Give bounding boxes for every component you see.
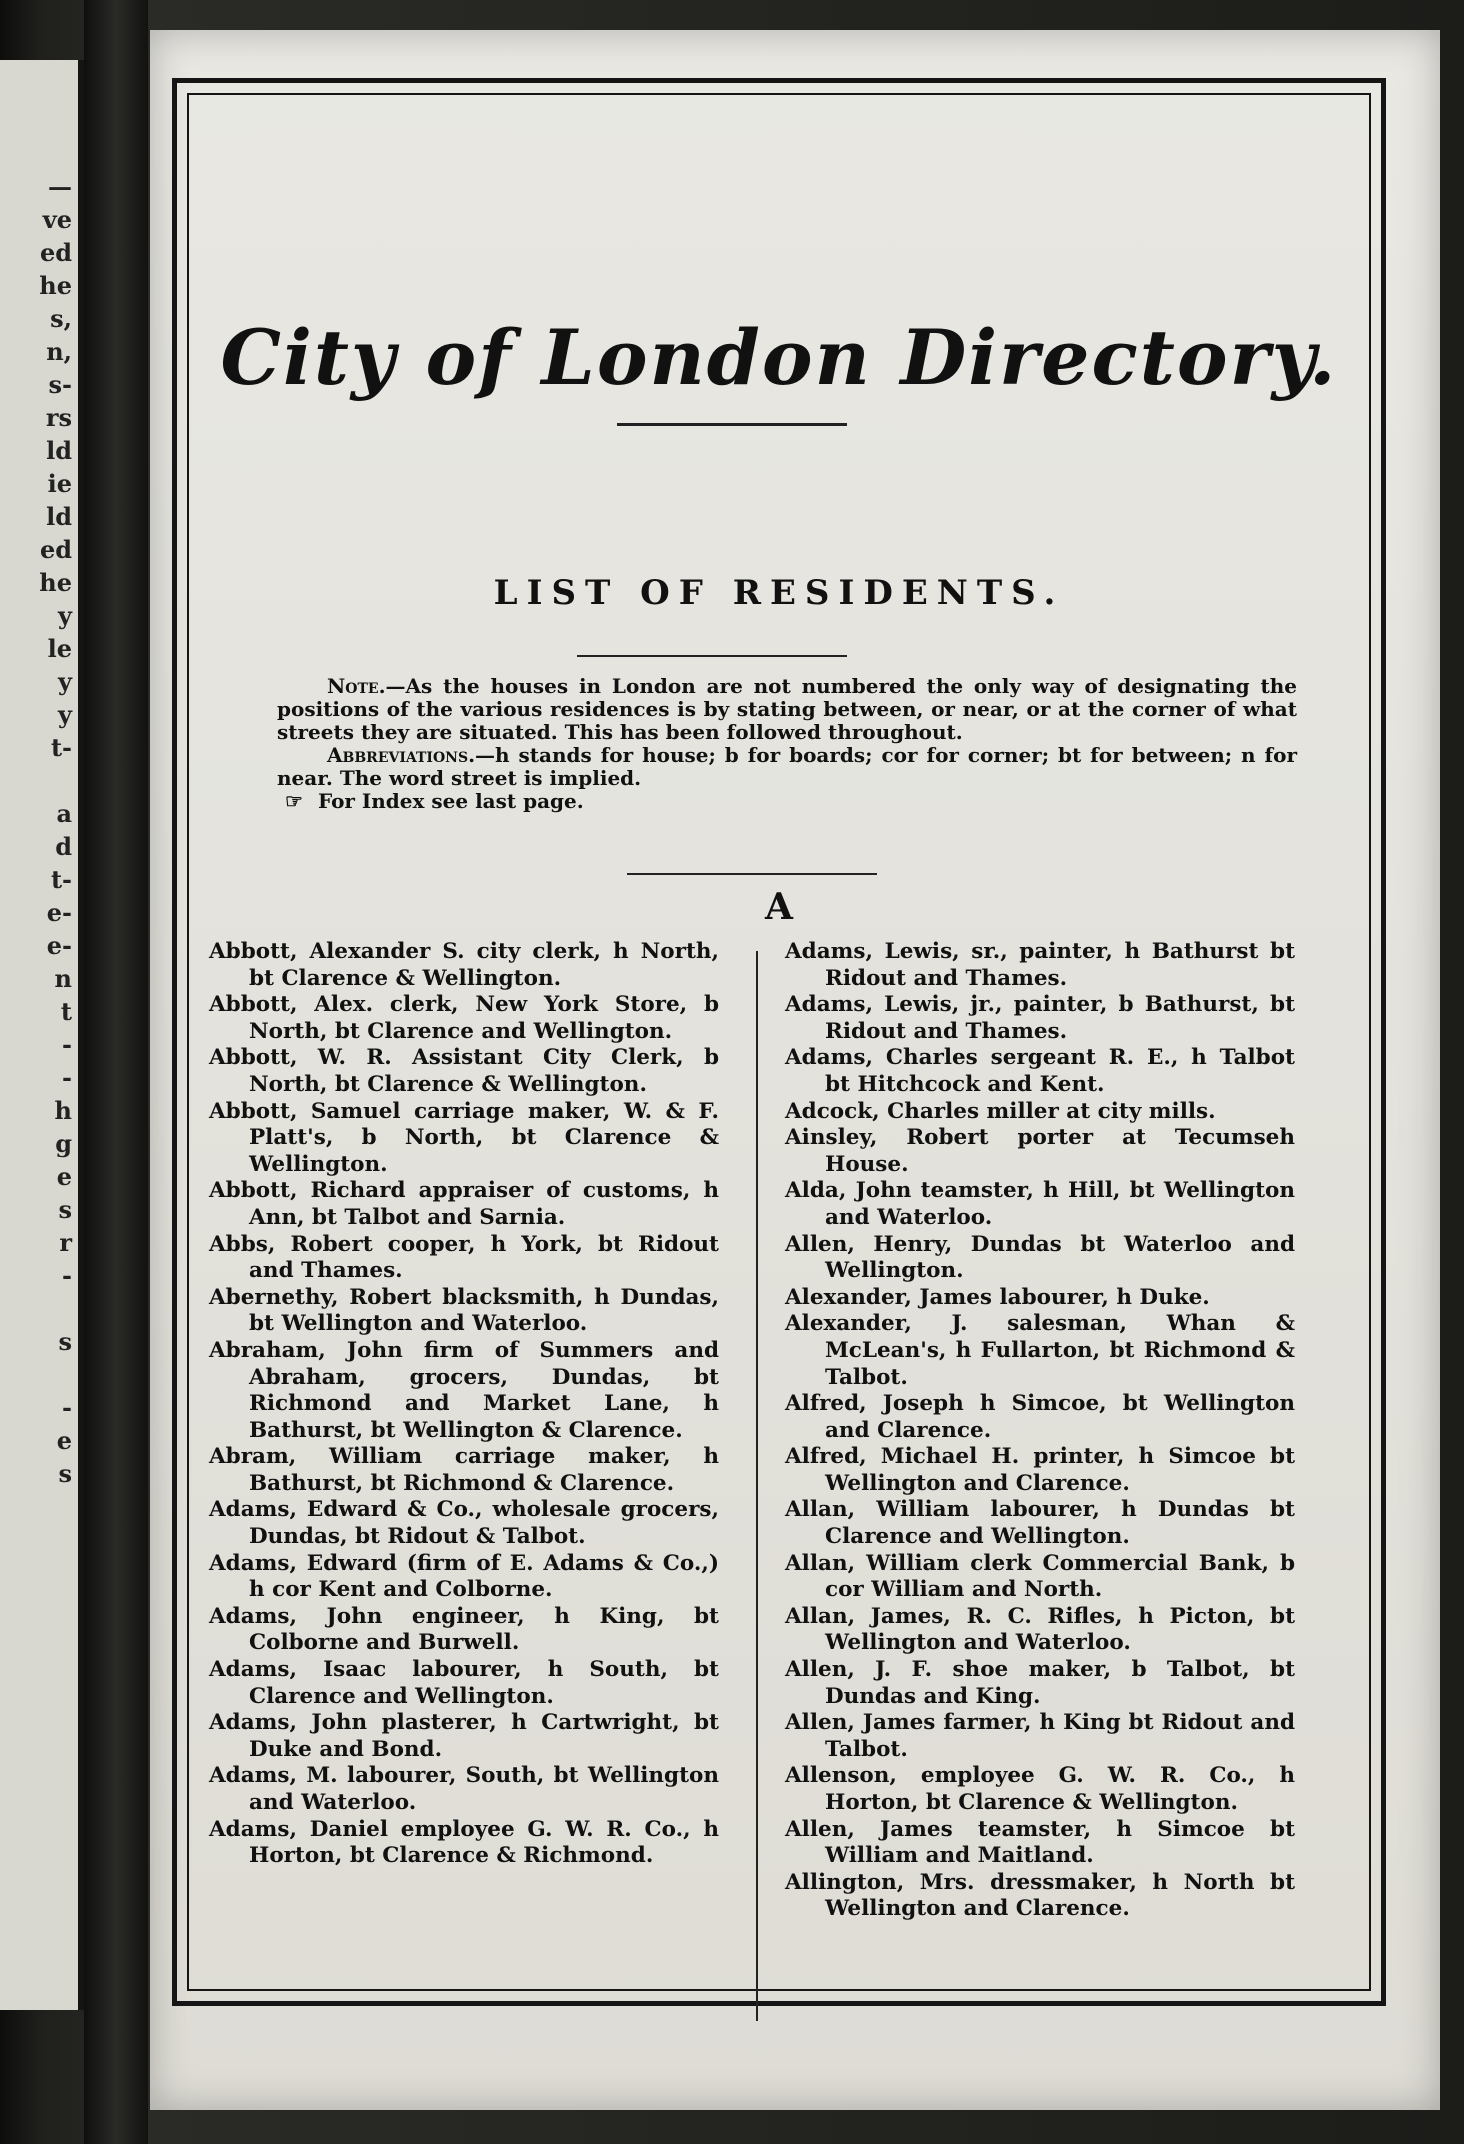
directory-entry: Adams, Charles sergeant R. E., h Talbot bt Hitchcock and Kent. [785,1045,1295,1097]
directory-entry: Alexander, James labourer, h Duke. [785,1284,1210,1310]
adjacent-page-line: - [62,1063,72,1092]
directory-entry: Adcock, Charles miller at city mills. [785,1098,1216,1124]
adjacent-page-line: he [39,271,72,300]
adjacent-page-line: s [58,1195,72,1224]
directory-entry: Adams, Edward (firm of E. Adams & Co.,) h cor Kent and Colborne. [209,1550,719,1603]
directory-entry: Adams, John engineer, h King, bt Colborne and Burwell. [209,1603,719,1656]
adjacent-page-line: g [55,1129,72,1158]
adjacent-page-line: a [56,799,72,828]
adjacent-page-line: t- [50,865,72,894]
adjacent-page-line: ed [39,238,72,267]
directory-entry: Abram, William carriage maker, h Bathurst, bt Richmond & Clarence. [209,1444,719,1496]
directory-entry: Ainsley, Robert porter at Tecumseh House. [785,1125,1295,1177]
adjacent-page-line: t- [50,733,72,762]
section-rule [627,873,877,875]
directory-entry: Allan, William labourer, h Dundas bt Clarence and Wellington. [785,1497,1295,1550]
adjacent-page-line [0,1358,72,1391]
directory-entry: Allen, Henry, Dundas bt Waterloo and Wellington. [785,1231,1295,1284]
adjacent-page-line: h [54,1096,72,1125]
adjacent-page-line: e- [46,931,72,960]
title-rule [617,423,847,426]
adjacent-page-line: ld [46,436,72,465]
directory-entry: Allan, William clerk Commercial Bank, b cor William and North. [785,1550,1295,1603]
adjacent-page-line: s [58,1459,72,1488]
adjacent-page-line: rs [45,403,72,432]
adjacent-page-line: n, [46,337,72,366]
adjacent-page-line: — [48,172,72,201]
page-gutter [84,0,148,2144]
adjacent-page-text [0,60,78,1490]
adjacent-page-line: - [62,1030,72,1059]
note-text: —As the houses in London are not numbered the only way of designating the positions of the various residences is by stating between, or near, or at the corner of what streets they are situated. This has been followed throughout. [277,674,1297,744]
adjacent-page-fragment [0,60,84,2010]
adjacent-page-line: ld [46,502,72,531]
directory-entry: Allington, Mrs. dressmaker, h North bt Wellington and Clarence. [785,1869,1295,1922]
entries-column-left [209,939,719,1870]
adjacent-page-line: y [58,667,72,696]
directory-entry: Adams, Lewis, jr., painter, b Bathurst, bt Ridout and Thames. [785,992,1295,1044]
abbreviations-text: —h stands for house; b for boards; cor for corner; bt for between; n for near. The word street is implied. [277,743,1297,790]
adjacent-page-line: ie [47,469,72,498]
adjacent-page-line: - [62,1261,72,1290]
directory-entry: Abbott, Richard appraiser of customs, h Ann, bt Talbot and Sarnia. [209,1178,719,1230]
directory-entry: Allen, James farmer, h King bt Ridout and Talbot. [785,1710,1295,1762]
directory-entry: Allen, J. F. shoe maker, b Talbot, bt Dundas and King. [785,1657,1295,1709]
directory-entry: Alexander, J. salesman, Whan & McLean's, h Fullarton, bt Richmond & Talbot. [785,1311,1295,1390]
adjacent-page-line: e [56,1162,72,1191]
directory-note [277,675,1297,813]
directory-entry: Alfred, Michael H. printer, h Simcoe bt Wellington and Clarence. [785,1444,1295,1496]
directory-entry: Abbott, W. R. Assistant City Clerk, b North, bt Clarence & Wellington. [209,1045,719,1097]
adjacent-page-line: r [59,1228,72,1257]
adjacent-page-line: e- [46,898,72,927]
abbreviations-lead: Abbreviations. [327,743,476,767]
directory-entry: Adams, M. labourer, South, bt Wellington and Waterloo. [209,1763,719,1815]
directory-entry: Abbs, Robert cooper, h York, bt Ridout and Thames. [209,1231,719,1284]
directory-entry: Allan, James, R. C. Rifles, h Picton, bt Wellington and Waterloo. [785,1603,1295,1656]
column-divider [756,951,758,2021]
adjacent-page-line: y [58,601,72,630]
note-lead: Note. [327,674,386,698]
adjacent-page-line: n [54,964,72,993]
directory-entry: Adams, John plasterer, h Cartwright, bt Duke and Bond. [209,1710,719,1762]
adjacent-page-line: le [47,634,72,663]
directory-entry: Abernethy, Robert blacksmith, h Dundas, bt Wellington and Waterloo. [209,1284,719,1337]
adjacent-page-line: s [58,1327,72,1356]
directory-page [150,30,1440,2110]
adjacent-page-line: he [39,568,72,597]
index-note: For Index see last page. [317,789,584,813]
directory-entry: Adams, Edward & Co., wholesale grocers, Dundas, bt Ridout & Talbot. [209,1497,719,1550]
pointing-hand-icon: ☞ [285,789,303,813]
entries-column-right [785,939,1295,1923]
directory-entry: Adams, Lewis, sr., painter, h Bathurst bt Ridout and Thames. [785,939,1295,991]
directory-entry: Abraham, John firm of Summers and Abraham, grocers, Dundas, bt Richmond and Market Lane, h Bathurst, bt Wellington & Clarence. [209,1337,719,1443]
directory-entry: Abbott, Samuel carriage maker, W. & F. Platt's, b North, bt Clarence & Wellington. [209,1098,719,1177]
adjacent-page-line: d [55,832,72,861]
page-title: City of London Directory. [220,313,1338,402]
adjacent-page-line: s, [50,304,72,333]
directory-entry: Adams, Isaac labourer, h South, bt Clarence and Wellington. [209,1657,719,1709]
adjacent-page-line [0,1292,72,1325]
page-subtitle: LIST OF RESIDENTS. [493,573,1065,613]
directory-entry: Alda, John teamster, h Hill, bt Wellington and Waterloo. [785,1178,1295,1230]
directory-entry: Abbott, Alex. clerk, New York Store, b North, bt Clarence and Wellington. [209,992,719,1044]
adjacent-page-line: y [58,700,72,729]
directory-entry: Allen, James teamster, h Simcoe bt William and Maitland. [785,1816,1295,1869]
directory-entry: Allenson, employee G. W. R. Co., h Horton, bt Clarence & Wellington. [785,1763,1295,1815]
page-border [172,78,1386,2006]
directory-entry: Adams, Daniel employee G. W. R. Co., h Horton, bt Clarence & Richmond. [209,1816,719,1869]
section-letter: A [765,886,793,928]
adjacent-page-line: t [60,997,72,1026]
directory-entry: Abbott, Alexander S. city clerk, h North, bt Clarence & Wellington. [209,939,719,991]
adjacent-page-line: - [62,1393,72,1422]
adjacent-page-line: ed [39,535,72,564]
adjacent-page-line: s- [48,370,72,399]
adjacent-page-line: ve [42,205,72,234]
adjacent-page-line [0,764,72,797]
adjacent-page-line: e [56,1426,72,1455]
subtitle-rule [577,655,847,657]
directory-entry: Alfred, Joseph h Simcoe, bt Wellington and Clarence. [785,1391,1295,1443]
